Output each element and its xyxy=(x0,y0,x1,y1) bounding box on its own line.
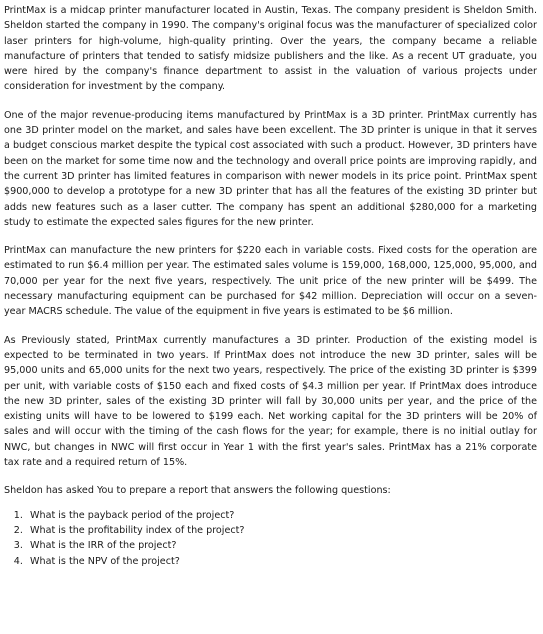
questions-intro: Sheldon has asked You to prepare a report that answers the following questions: xyxy=(4,485,391,497)
paragraph-company-background: PrintMax is a midcap printer manufacturer located in Austin, Texas. The company president is Sheldon Smith. Sheldon started the company in 1990. The company's original focus was the manufacturer of specialized color laser printers for high-volume, high-quality printing. Over the years, the company became a reliable manufacture of printers that tended to satisfy midsize publishers and the like. As a recent UT graduate, you were hired by the company's finance department to assist in the valuation of various projects under consideration for investment by the company. xyxy=(4,5,537,93)
questions-list xyxy=(4,508,537,569)
question-item-profitability-index: 2. What is the profitability index of the project? xyxy=(26,523,537,538)
question-item-npv: 4. What is the NPV of the project? xyxy=(26,554,537,569)
paragraph-existing-printer-details: As Previously stated, PrintMax currently manufactures a 3D printer. Production of the existing model is expected to be terminated in two years. If PrintMax does not introduce the new 3D printer, sales will be 95,000 units and 65,000 units for the next two years, respectively. The price of the existing 3D printer is $399 per unit, with variable costs of $150 each and fixed costs of $4.3 million per year. If PrintMax does introduce the new 3D printer, sales of the existing 3D printer will fall by 30,000 units per year, and the price of the existing units will have to be lowered to $199 each. Net working capital for the 3D printers will be 20% of sales and will occur with the timing of the cash flows for the year; for example, there is no initial outlay for NWC, but changes in NWC will first occur in Year 1 with the first year's sales. PrintMax has a 21% corporate tax rate and a required return of 15%. xyxy=(4,334,537,469)
question-item-irr: 3. What is the IRR of the project? xyxy=(26,538,537,553)
paragraph-new-printer-costs: PrintMax can manufacture the new printers for $220 each in variable costs. Fixed costs for the operation are estimated to run $6.4 million per year. The estimated sales volume is 159,000, 168,000, 125,000, 95,000, and 70,000 per year for the next five years, respectively. The unit price of the new printer will be $499. The necessary manufacturing equipment can be purchased for $42 million. Depreciation will occur on a seven-year MACRS schedule. The value of the equipment in five years is estimated to be $6 million. xyxy=(4,245,537,318)
paragraph-3d-printer-overview: One of the major revenue-producing items manufactured by PrintMax is a 3D printer. PrintMax currently has one 3D printer model on the market, and sales have been excellent. The 3D printer is unique in that it serves a budget conscious market despite the typical cost associated with such a product. However, 3D printers have been on the market for some time now and the technology and overall price points are improving rapidly, and the current 3D printer has limited features in comparison with newer models in its price point. PrintMax spent $900,000 to develop a prototype for a new 3D printer that has all the features of the existing 3D printer but adds new features such as a laser cutter. The company has spent an additional $280,000 for a marketing study to estimate the expected sales figures for the new printer. xyxy=(4,109,537,228)
question-item-payback: 1. What is the payback period of the project? xyxy=(26,508,537,523)
